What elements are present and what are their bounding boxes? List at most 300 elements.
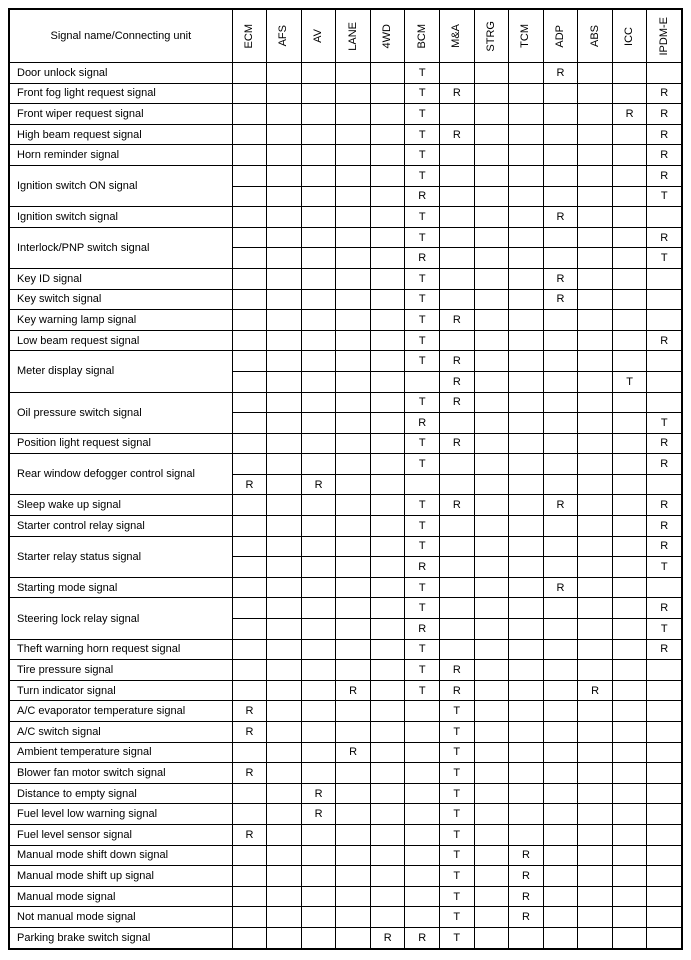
signal-cell-empty (612, 536, 647, 557)
signal-cell-empty (440, 330, 475, 351)
signal-cell-empty (336, 248, 371, 269)
signal-cell-empty (578, 763, 613, 784)
signal-cell-t: T (647, 186, 682, 207)
signal-cell-empty (336, 392, 371, 413)
signal-name: Manual mode signal (9, 886, 232, 907)
signal-cell-empty (232, 289, 267, 310)
signal-cell-empty (301, 165, 336, 186)
signal-cell-r: R (647, 454, 682, 475)
header-row (9, 9, 682, 63)
signal-cell-empty (543, 83, 578, 104)
signal-cell-r: R (543, 63, 578, 84)
signal-cell-empty (543, 330, 578, 351)
signal-cell-empty (301, 63, 336, 84)
signal-cell-empty (543, 639, 578, 660)
signal-name: Ignition switch signal (9, 207, 232, 228)
signal-cell-empty (474, 392, 509, 413)
signal-cell-empty (232, 330, 267, 351)
signal-cell-empty (509, 557, 544, 578)
signal-cell-empty (336, 330, 371, 351)
signal-cell-empty (509, 619, 544, 640)
signal-cell-t: T (405, 680, 440, 701)
signal-cell-empty (578, 577, 613, 598)
signal-cell-empty (440, 268, 475, 289)
table-row (9, 495, 682, 516)
table-row (9, 124, 682, 145)
signal-cell-empty (232, 557, 267, 578)
signal-cell-empty (647, 866, 682, 887)
signal-cell-empty (543, 701, 578, 722)
signal-cell-empty (336, 660, 371, 681)
signal-cell-empty (336, 454, 371, 475)
signal-cell-empty (232, 680, 267, 701)
signal-cell-empty (405, 722, 440, 743)
signal-cell-empty (647, 722, 682, 743)
signal-cell-empty (474, 330, 509, 351)
signal-cell-empty (267, 124, 302, 145)
signal-cell-empty (509, 104, 544, 125)
signal-cell-empty (543, 557, 578, 578)
signal-cell-empty (543, 598, 578, 619)
signal-cell-empty (578, 186, 613, 207)
signal-cell-empty (336, 516, 371, 537)
signal-cell-empty (267, 845, 302, 866)
signal-cell-r: R (440, 660, 475, 681)
signal-cell-t: T (405, 104, 440, 125)
signal-cell-empty (232, 907, 267, 928)
signal-cell-empty (232, 783, 267, 804)
signal-cell-empty (474, 577, 509, 598)
signal-cell-empty (612, 866, 647, 887)
column-header-abs (578, 9, 613, 63)
signal-cell-empty (405, 866, 440, 887)
signal-cell-empty (543, 680, 578, 701)
signal-cell-empty (474, 268, 509, 289)
signal-cell-empty (612, 165, 647, 186)
signal-cell-t: T (440, 722, 475, 743)
signal-cell-empty (578, 886, 613, 907)
table-row (9, 577, 682, 598)
signal-cell-r: R (509, 886, 544, 907)
signal-cell-t: T (440, 927, 475, 948)
signal-cell-empty (474, 783, 509, 804)
signal-cell-empty (647, 310, 682, 331)
signal-cell-r: R (336, 680, 371, 701)
signal-cell-empty (647, 577, 682, 598)
signal-cell-t: T (405, 454, 440, 475)
signal-cell-empty (405, 886, 440, 907)
signal-cell-empty (612, 186, 647, 207)
signal-cell-empty (647, 392, 682, 413)
signal-name: Starter relay status signal (9, 536, 232, 577)
signal-cell-empty (509, 804, 544, 825)
signal-cell-empty (440, 454, 475, 475)
signal-cell-empty (509, 186, 544, 207)
signal-name: Parking brake switch signal (9, 927, 232, 948)
signal-cell-empty (509, 433, 544, 454)
signal-cell-empty (612, 701, 647, 722)
signal-cell-empty (543, 927, 578, 948)
signal-cell-empty (578, 474, 613, 495)
signal-cell-empty (578, 866, 613, 887)
signal-cell-r: R (647, 83, 682, 104)
signal-cell-r: R (647, 598, 682, 619)
signal-name: Key warning lamp signal (9, 310, 232, 331)
signal-cell-empty (612, 824, 647, 845)
signal-cell-empty (405, 845, 440, 866)
signal-cell-empty (232, 310, 267, 331)
table-row (9, 536, 682, 557)
signal-cell-empty (301, 83, 336, 104)
signal-cell-t: T (405, 495, 440, 516)
signal-cell-empty (405, 742, 440, 763)
signal-cell-empty (578, 495, 613, 516)
signal-cell-empty (232, 577, 267, 598)
signal-name: Low beam request signal (9, 330, 232, 351)
signal-cell-empty (267, 454, 302, 475)
signal-cell-r: R (509, 907, 544, 928)
signal-cell-empty (440, 186, 475, 207)
signal-cell-empty (509, 227, 544, 248)
signal-cell-empty (267, 186, 302, 207)
signal-cell-empty (267, 145, 302, 166)
signal-cell-t: T (405, 660, 440, 681)
signal-cell-empty (612, 783, 647, 804)
signal-cell-empty (370, 351, 405, 372)
signal-cell-empty (612, 495, 647, 516)
signal-cell-r: R (405, 248, 440, 269)
signal-cell-empty (647, 907, 682, 928)
signal-cell-r: R (301, 783, 336, 804)
signal-name: Distance to empty signal (9, 783, 232, 804)
signal-cell-t: T (405, 639, 440, 660)
signal-cell-empty (474, 866, 509, 887)
signal-cell-empty (578, 536, 613, 557)
signal-cell-empty (301, 268, 336, 289)
signal-cell-empty (301, 886, 336, 907)
signal-cell-empty (474, 474, 509, 495)
signal-cell-empty (232, 83, 267, 104)
signal-cell-empty (370, 186, 405, 207)
signal-cell-empty (336, 124, 371, 145)
signal-cell-empty (370, 886, 405, 907)
signal-cell-t: T (405, 268, 440, 289)
signal-name: Manual mode shift up signal (9, 866, 232, 887)
signal-name: Not manual mode signal (9, 907, 232, 928)
signal-cell-empty (509, 351, 544, 372)
signal-cell-empty (474, 927, 509, 948)
signal-cell-empty (440, 557, 475, 578)
column-header-ipdm-e (647, 9, 682, 63)
signal-cell-empty (474, 557, 509, 578)
signal-cell-empty (474, 845, 509, 866)
signal-cell-empty (232, 227, 267, 248)
signal-cell-empty (267, 165, 302, 186)
signal-cell-empty (543, 227, 578, 248)
signal-cell-empty (647, 207, 682, 228)
signal-cell-r: R (647, 495, 682, 516)
signal-cell-empty (509, 207, 544, 228)
signal-cell-empty (232, 248, 267, 269)
signal-cell-empty (647, 886, 682, 907)
signal-cell-empty (578, 598, 613, 619)
signal-cell-empty (336, 639, 371, 660)
signal-cell-empty (301, 701, 336, 722)
signal-cell-empty (370, 495, 405, 516)
table-row (9, 845, 682, 866)
signal-cell-empty (578, 927, 613, 948)
signal-cell-empty (267, 330, 302, 351)
signal-cell-empty (336, 310, 371, 331)
signal-cell-empty (543, 371, 578, 392)
signal-cell-empty (267, 722, 302, 743)
signal-cell-empty (232, 413, 267, 434)
signal-cell-t: T (405, 516, 440, 537)
signal-cell-empty (440, 619, 475, 640)
signal-name: Key ID signal (9, 268, 232, 289)
signal-cell-empty (267, 392, 302, 413)
signal-cell-r: R (647, 330, 682, 351)
signal-cell-empty (336, 83, 371, 104)
signal-cell-empty (509, 392, 544, 413)
signal-cell-empty (509, 474, 544, 495)
signal-cell-empty (405, 824, 440, 845)
signal-cell-empty (232, 392, 267, 413)
signal-cell-empty (578, 557, 613, 578)
signal-cell-empty (336, 783, 371, 804)
signal-cell-empty (267, 680, 302, 701)
signal-cell-empty (612, 392, 647, 413)
signal-cell-empty (301, 516, 336, 537)
signal-cell-empty (232, 742, 267, 763)
signal-cell-empty (509, 639, 544, 660)
signal-cell-empty (232, 536, 267, 557)
column-header-label: AFS (277, 25, 290, 47)
signal-cell-empty (474, 907, 509, 928)
signal-name: Oil pressure switch signal (9, 392, 232, 433)
signal-cell-r: R (232, 474, 267, 495)
signal-cell-empty (232, 165, 267, 186)
signal-cell-empty (336, 866, 371, 887)
signal-cell-empty (578, 804, 613, 825)
signal-cell-empty (301, 619, 336, 640)
signal-cell-empty (578, 289, 613, 310)
signal-cell-empty (267, 783, 302, 804)
signal-cell-empty (301, 577, 336, 598)
signal-cell-empty (301, 680, 336, 701)
signal-cell-empty (509, 413, 544, 434)
signal-cell-empty (267, 248, 302, 269)
table-row (9, 433, 682, 454)
signal-cell-r: R (405, 186, 440, 207)
signal-cell-empty (474, 660, 509, 681)
signal-cell-r: R (647, 124, 682, 145)
signal-cell-r: R (405, 413, 440, 434)
signal-cell-empty (405, 701, 440, 722)
signal-cell-empty (474, 413, 509, 434)
signal-cell-r: R (232, 763, 267, 784)
signal-cell-r: R (647, 516, 682, 537)
signal-cell-r: R (509, 866, 544, 887)
signal-cell-empty (509, 763, 544, 784)
signal-name: Steering lock relay signal (9, 598, 232, 639)
column-header-bcm (405, 9, 440, 63)
table-row (9, 104, 682, 125)
signal-cell-empty (301, 598, 336, 619)
signal-cell-empty (370, 577, 405, 598)
signal-cell-empty (301, 763, 336, 784)
signal-cell-empty (647, 763, 682, 784)
signal-cell-empty (336, 722, 371, 743)
table-row (9, 763, 682, 784)
signal-cell-empty (578, 619, 613, 640)
signal-cell-empty (474, 351, 509, 372)
signal-cell-empty (267, 598, 302, 619)
signal-cell-empty (612, 83, 647, 104)
signal-cell-empty (370, 413, 405, 434)
signal-cell-empty (440, 145, 475, 166)
signal-cell-t: T (405, 330, 440, 351)
table-row (9, 866, 682, 887)
signal-cell-empty (336, 165, 371, 186)
signal-cell-r: R (578, 680, 613, 701)
signal-name: Fuel level low warning signal (9, 804, 232, 825)
signal-cell-empty (301, 454, 336, 475)
signal-cell-t: T (440, 763, 475, 784)
signal-cell-t: T (405, 536, 440, 557)
signal-cell-empty (578, 351, 613, 372)
signal-cell-empty (509, 577, 544, 598)
signal-cell-t: T (405, 289, 440, 310)
signal-cell-empty (267, 866, 302, 887)
signal-cell-empty (578, 454, 613, 475)
signal-cell-r: R (440, 392, 475, 413)
signal-cell-empty (578, 145, 613, 166)
signal-cell-empty (232, 495, 267, 516)
signal-cell-empty (267, 763, 302, 784)
signal-cell-empty (336, 845, 371, 866)
signal-cell-empty (543, 186, 578, 207)
signal-cell-empty (612, 742, 647, 763)
signal-cell-empty (370, 783, 405, 804)
signal-name: Rear window defogger control signal (9, 454, 232, 495)
signal-cell-empty (370, 248, 405, 269)
signal-name: Horn reminder signal (9, 145, 232, 166)
signal-cell-empty (543, 783, 578, 804)
signal-cell-empty (440, 474, 475, 495)
signal-cell-empty (336, 145, 371, 166)
signal-cell-empty (336, 557, 371, 578)
signal-cell-t: T (440, 701, 475, 722)
table-row (9, 660, 682, 681)
column-header-adp (543, 9, 578, 63)
signal-cell-empty (336, 186, 371, 207)
signal-cell-empty (543, 742, 578, 763)
signal-cell-t: T (647, 248, 682, 269)
column-header-tcm (509, 9, 544, 63)
signal-cell-empty (612, 124, 647, 145)
signal-cell-empty (509, 83, 544, 104)
signal-cell-empty (647, 742, 682, 763)
signal-cell-t: T (405, 433, 440, 454)
signal-cell-r: R (647, 639, 682, 660)
signal-cell-empty (267, 268, 302, 289)
signal-cell-r: R (440, 433, 475, 454)
signal-cell-empty (509, 165, 544, 186)
signal-cell-empty (301, 845, 336, 866)
signal-cell-empty (543, 104, 578, 125)
signal-name: Sleep wake up signal (9, 495, 232, 516)
signal-cell-empty (370, 207, 405, 228)
signal-cell-empty (336, 886, 371, 907)
signal-cell-r: R (647, 165, 682, 186)
column-header-label: BCM (415, 23, 428, 49)
signal-cell-empty (509, 454, 544, 475)
signal-cell-empty (336, 268, 371, 289)
signal-name: Front fog light request signal (9, 83, 232, 104)
signal-cell-empty (301, 824, 336, 845)
signal-name: High beam request signal (9, 124, 232, 145)
signal-cell-empty (301, 742, 336, 763)
signal-cell-empty (440, 516, 475, 537)
column-header-strg (474, 9, 509, 63)
signal-cell-empty (336, 104, 371, 125)
signal-cell-empty (474, 227, 509, 248)
signal-cell-empty (370, 866, 405, 887)
signal-cell-empty (232, 845, 267, 866)
signal-cell-t: T (405, 83, 440, 104)
signal-cell-empty (267, 433, 302, 454)
signal-cell-r: R (405, 927, 440, 948)
signal-cell-empty (612, 330, 647, 351)
signal-cell-empty (647, 371, 682, 392)
signal-cell-t: T (440, 804, 475, 825)
signal-cell-empty (232, 351, 267, 372)
signal-name: Ignition switch ON signal (9, 165, 232, 206)
signal-cell-empty (440, 598, 475, 619)
signal-cell-t: T (440, 907, 475, 928)
signal-cell-empty (474, 804, 509, 825)
signal-cell-empty (232, 186, 267, 207)
signal-cell-empty (267, 639, 302, 660)
signal-cell-t: T (405, 145, 440, 166)
signal-cell-empty (474, 371, 509, 392)
signal-name: Starting mode signal (9, 577, 232, 598)
signal-cell-empty (612, 845, 647, 866)
signal-cell-empty (301, 660, 336, 681)
signal-cell-r: R (647, 433, 682, 454)
signal-cell-r: R (543, 495, 578, 516)
signal-cell-t: T (405, 124, 440, 145)
table-row (9, 145, 682, 166)
signal-cell-empty (267, 474, 302, 495)
signal-cell-empty (612, 577, 647, 598)
signal-cell-empty (509, 371, 544, 392)
signal-cell-empty (612, 268, 647, 289)
signal-cell-empty (301, 495, 336, 516)
signal-cell-empty (301, 433, 336, 454)
signal-cell-empty (474, 722, 509, 743)
signal-cell-empty (612, 557, 647, 578)
signal-cell-empty (301, 371, 336, 392)
signal-cell-empty (336, 598, 371, 619)
signal-name: Turn indicator signal (9, 680, 232, 701)
column-header-label: ICC (623, 26, 636, 46)
signal-cell-empty (301, 722, 336, 743)
signal-cell-empty (647, 824, 682, 845)
table-row (9, 330, 682, 351)
signal-cell-t: T (405, 165, 440, 186)
